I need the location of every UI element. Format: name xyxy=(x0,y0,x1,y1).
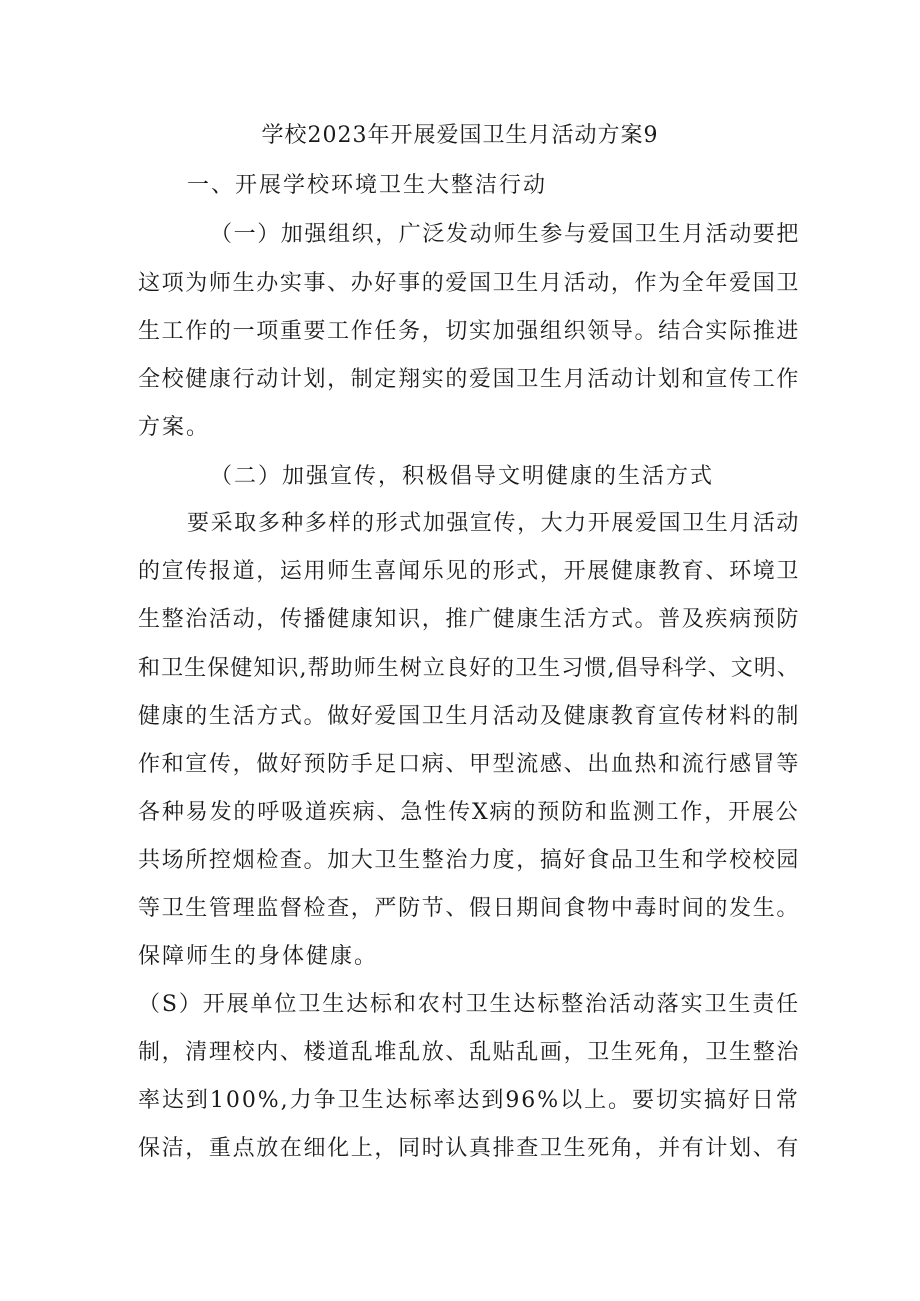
paragraph-line: 保洁，重点放在细化上，同时认真排查卫生死角，并有计划、有 xyxy=(138,1136,801,1161)
page-title: 学校2023年开展爱国卫生月活动方案9 xyxy=(261,123,659,148)
subsection-heading-2: （二）加强宣传，积极倡导文明健康的生活方式 xyxy=(210,464,715,489)
paragraph-line: 全校健康行动计划，制定翔实的爱国卫生月活动计划和宣传工作 xyxy=(138,367,801,392)
paragraph-line: 这项为师生办实事、办好事的爱国卫生月活动，作为全年爱国卫 xyxy=(138,271,801,296)
paragraph-line: 作和宣传，做好预防手足口病、甲型流感、出血热和流行感冒等 xyxy=(138,752,801,777)
paragraph-line: 生整治活动，传播健康知识，推广健康生活方式。普及疾病预防 xyxy=(138,607,801,632)
paragraph-line: 制，清理校内、楼道乱堆乱放、乱贴乱画，卫生死角，卫生整治 xyxy=(138,1040,801,1065)
paragraph-line: 生工作的一项重要工作任务，切实加强组织领导。结合实际推进 xyxy=(138,319,801,344)
paragraph-line: 要采取多种多样的形式加强宣传，大力开展爱国卫生月活动 xyxy=(187,511,801,536)
paragraph-line: （S）开展单位卫生达标和农村卫生达标整治活动落实卫生责任 xyxy=(138,992,801,1017)
paragraph-line: （一）加强组织，广泛发动师生参与爱国卫生月活动要把 xyxy=(210,222,801,247)
paragraph-line: 和卫生保健知识,帮助师生树立良好的卫生习惯,倡导科学、文明、 xyxy=(138,656,800,681)
paragraph-line: 率达到100%,力争卫生达标率达到96%以上。要切实搞好日常 xyxy=(138,1088,800,1113)
paragraph-line: 各种易发的呼吸道疾病、急性传X病的预防和监测工作，开展公 xyxy=(138,800,800,825)
section-heading-1: 一、开展学校环境卫生大整洁行动 xyxy=(187,173,548,198)
paragraph-line: 健康的生活方式。做好爱国卫生月活动及健康教育宣传材料的制 xyxy=(138,704,801,729)
paragraph-line: 方案。 xyxy=(138,415,211,440)
paragraph-line: 共场所控烟检查。加大卫生整治力度，搞好食品卫生和学校校园 xyxy=(138,848,801,873)
paragraph-line: 保障师生的身体健康。 xyxy=(138,944,379,969)
paragraph-line: 等卫生管理监督检查，严防节、假日期间食物中毒时间的发生。 xyxy=(138,896,801,921)
paragraph-line: 的宣传报道，运用师生喜闻乐见的形式，开展健康教育、环境卫 xyxy=(138,559,801,584)
